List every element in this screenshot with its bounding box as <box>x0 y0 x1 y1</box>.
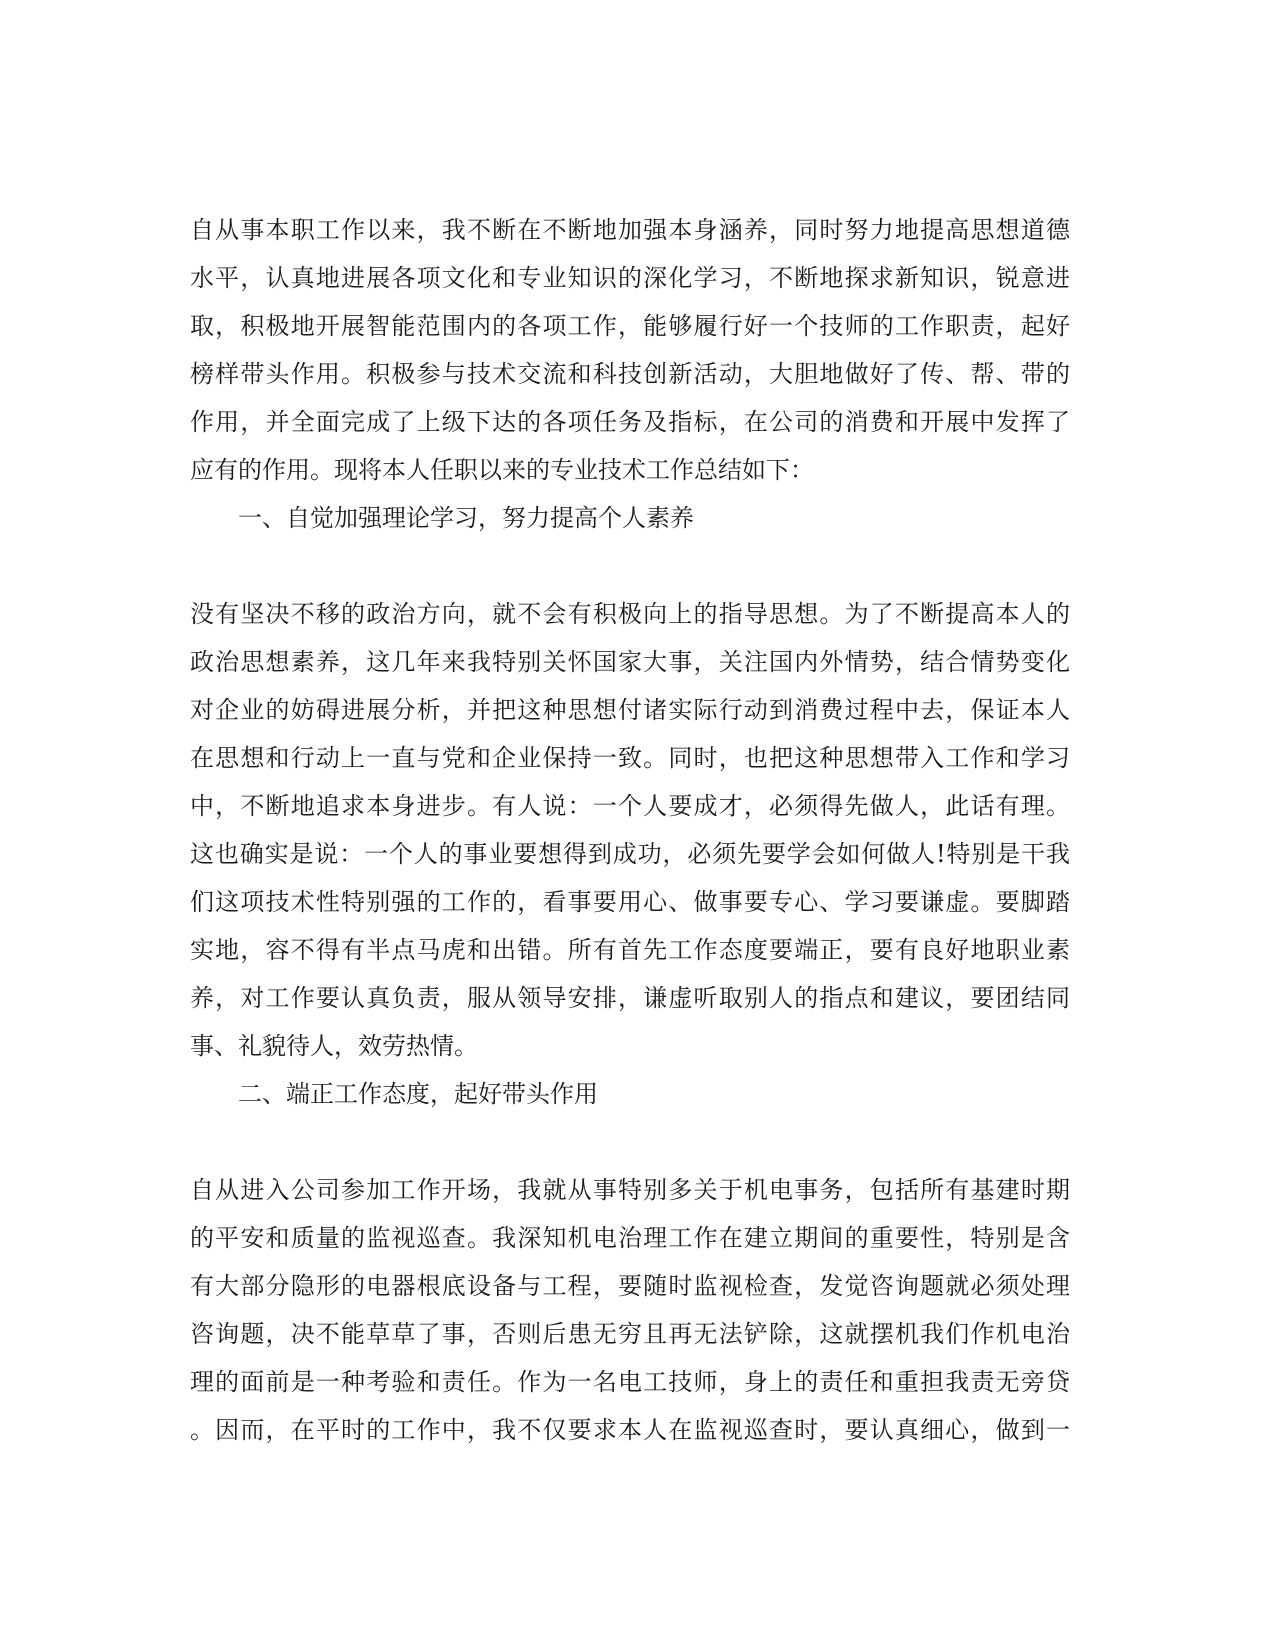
text-line: 取，积极地开展智能范围内的各项工作，能够履行好一个技师的工作职责，起好 <box>190 312 1070 340</box>
text-line: 对企业的妨碍进展分析，并把这种思想付诸实际行动到消费过程中去，保证本人 <box>190 696 1070 724</box>
paragraph-intro <box>190 206 1070 494</box>
text-line: 没有坚决不移的政治方向，就不会有积极向上的指导思想。为了不断提高本人的 <box>190 600 1070 628</box>
text-line: 政治思想素养，这几年来我特别关怀国家大事，关注国内外情势，结合情势变化 <box>190 648 1070 676</box>
text-line: 有大部分隐形的电器根底设备与工程，要随时监视检查，发觉咨询题就必须处理 <box>190 1272 1070 1300</box>
blank-line <box>190 1118 1070 1166</box>
text-line: 应有的作用。现将本人任职以来的专业技术工作总结如下： <box>190 456 814 484</box>
paragraph-section-2 <box>190 1166 1070 1454</box>
section-heading-1: 一、自觉加强理论学习，努力提高个人素养 <box>238 504 694 532</box>
text-line: 事、礼貌待人，效劳热情。 <box>190 1032 478 1060</box>
text-line: 。因而，在平时的工作中，我不仅要求本人在监视巡查时，要认真细心，做到一 <box>190 1416 1070 1444</box>
text-line: 在思想和行动上一直与党和企业保持一致。同时，也把这种思想带入工作和学习 <box>190 744 1070 772</box>
text-line: 的平安和质量的监视巡查。我深知机电治理工作在建立期间的重要性，特别是含 <box>190 1224 1070 1252</box>
text-line: 水平，认真地进展各项文化和专业知识的深化学习，不断地探求新知识，锐意进 <box>190 264 1070 292</box>
paragraph-section-1 <box>190 590 1070 1070</box>
text-line: 这也确实是说：一个人的事业要想得到成功，必须先要学会如何做人!特别是干我 <box>190 840 1070 868</box>
text-line: 养，对工作要认真负责，服从领导安排，谦虚听取别人的指点和建议，要团结同 <box>190 984 1070 1012</box>
document-body <box>190 206 1070 1454</box>
text-line: 实地，容不得有半点马虎和出错。所有首先工作态度要端正，要有良好地职业素 <box>190 936 1070 964</box>
text-line: 自从进入公司参加工作开场，我就从事特别多关于机电事务，包括所有基建时期 <box>190 1176 1070 1204</box>
text-line: 理的面前是一种考验和责任。作为一名电工技师，身上的责任和重担我责无旁贷 <box>190 1368 1070 1396</box>
text-line: 榜样带头作用。积极参与技术交流和科技创新活动，大胆地做好了传、帮、带的 <box>190 360 1070 388</box>
text-line: 自从事本职工作以来，我不断在不断地加强本身涵养，同时努力地提高思想道德 <box>190 216 1070 244</box>
text-line: 作用，并全面完成了上级下达的各项任务及指标，在公司的消费和开展中发挥了 <box>190 408 1070 436</box>
text-line: 们这项技术性特别强的工作的，看事要用心、做事要专心、学习要谦虚。要脚踏 <box>190 888 1070 916</box>
text-line: 中，不断地追求本身进步。有人说：一个人要成才，必须得先做人，此话有理。 <box>190 792 1070 820</box>
text-line: 咨询题，决不能草草了事，否则后患无穷且再无法铲除，这就摆机我们作机电治 <box>190 1320 1070 1348</box>
blank-line <box>190 542 1070 590</box>
section-heading-2: 二、端正工作态度，起好带头作用 <box>238 1080 598 1108</box>
